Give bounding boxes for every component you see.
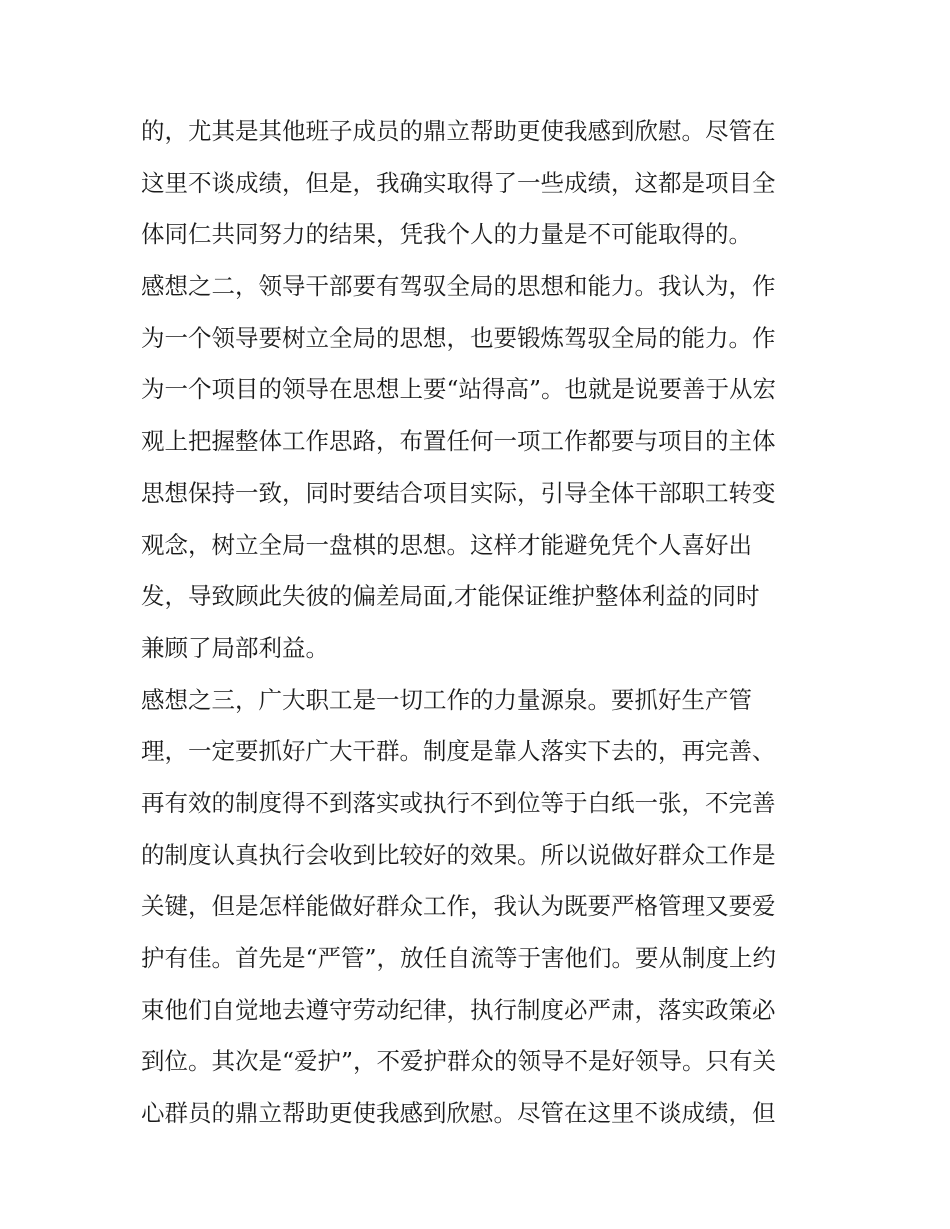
text-line-9: 观念，树立全局一盘棋的思想。这样才能避免凭个人喜好出	[141, 530, 752, 559]
text-line-3: 体同仁共同努力的结果，凭我个人的力量是不可能取得的。	[141, 220, 752, 249]
text-line-12: 感想之三，广大职工是一切工作的力量源泉。要抓好生产管	[141, 685, 752, 714]
text-line-6: 为一个项目的领导在思想上要“站得高”。也就是说要善于从宏	[141, 375, 777, 404]
text-line-19: 到位。其次是“爱护”，不爱护群众的领导不是好领导。只有关	[141, 1047, 777, 1076]
text-line-2: 这里不谈成绩，但是，我确实取得了一些成绩，这都是项目全	[141, 168, 776, 197]
text-line-20: 心群员的鼎立帮助更使我感到欣慰。尽管在这里不谈成绩，但	[141, 1099, 776, 1128]
text-line-18: 束他们自觉地去遵守劳动纪律，执行制度必严肃，落实政策必	[141, 995, 776, 1024]
text-line-11: 兼顾了局部利益。	[141, 633, 329, 662]
text-line-13: 理，一定要抓好广大干群。制度是靠人落实下去的，再完善、	[141, 737, 776, 766]
text-line-7: 观上把握整体工作思路，布置任何一项工作都要与项目的主体	[141, 427, 776, 456]
text-line-14: 再有效的制度得不到落实或执行不到位等于白纸一张，不完善	[141, 788, 776, 817]
text-line-1: 的，尤其是其他班子成员的鼎立帮助更使我感到欣慰。尽管在	[141, 117, 776, 145]
body-text	[141, 106, 831, 1140]
text-line-5: 为一个领导要树立全局的思想，也要锻炼驾驭全局的能力。作	[141, 323, 776, 352]
text-line-10: 发，导致顾此失彼的偏差局面,才能保证维护整体利益的同时	[141, 582, 760, 611]
text-line-16: 关键，但是怎样能做好群众工作，我认为既要严格管理又要爱	[141, 892, 776, 921]
text-line-15: 的制度认真执行会收到比较好的效果。所以说做好群众工作是	[141, 840, 776, 869]
text-line-17: 护有佳。首先是“严管”，放任自流等于害他们。要从制度上约	[141, 944, 777, 972]
text-line-8: 思想保持一致，同时要结合项目实际，引导全体干部职工转变	[141, 478, 776, 507]
text-line-4: 感想之二，领导干部要有驾驭全局的思想和能力。我认为，作	[141, 272, 776, 301]
